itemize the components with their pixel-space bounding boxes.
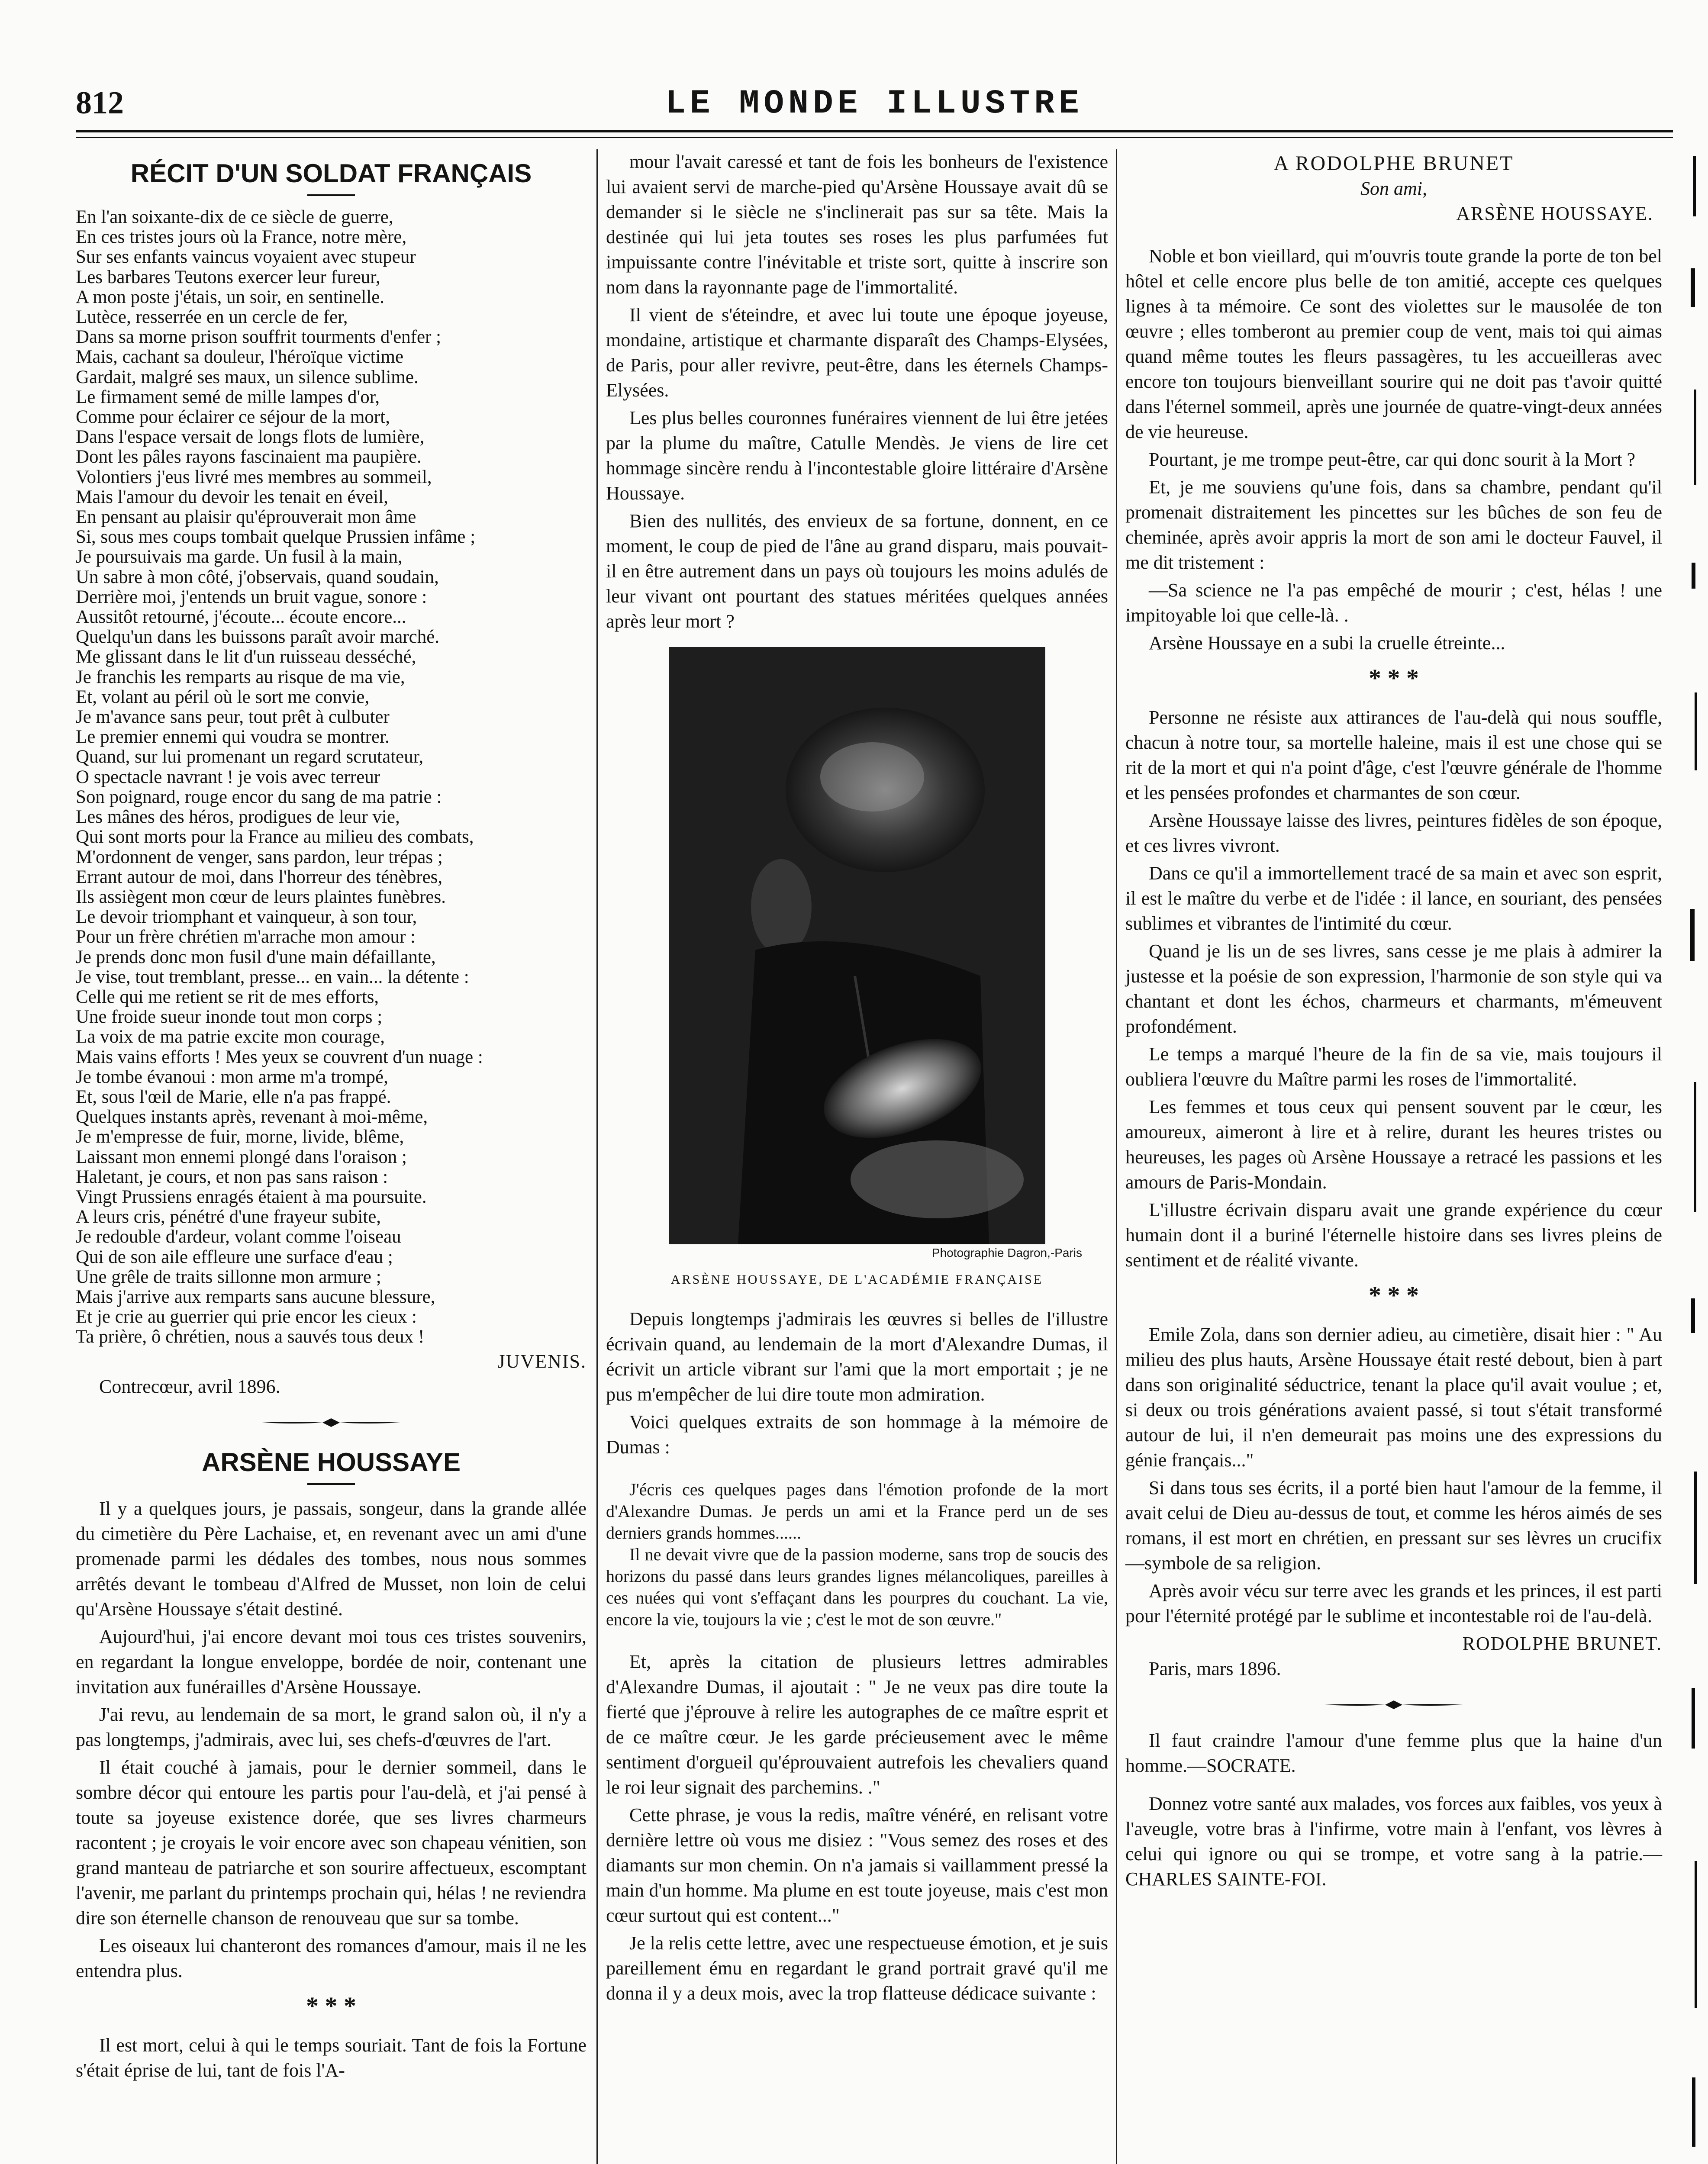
tribute-paragraph: Emile Zola, dans son dernier adieu, au cimetière, disait hier : " Au milieu des plus hauts, Arsène Houssaye était resté debout, bien à part dans son originalité séductrice, tenant la place qu'il avait voulue ; et, si deux ou trois générations avaient passé, si tout s'était transformé autour de lui, il n'en demeurait pas moins une des expressions du génie français..." bbox=[1125, 1324, 1662, 1471]
tribute-paragraphs bbox=[1125, 1322, 1662, 1629]
poem-line: Je m'empresse de fuir, morne, livide, blême, bbox=[76, 1127, 404, 1147]
poem-line: En pensant au plaisir qu'éprouverait mon âme bbox=[76, 507, 416, 528]
tribute-place-date: Paris, mars 1896. bbox=[1149, 1658, 1281, 1679]
article-paragraph: Depuis longtemps j'admirais les œuvres si belles de l'illustre écrivain quand, au lendemain de la mort d'Alexandre Dumas, il écrivit un article vibrant sur l'ami que la mort emportait ; je ne pus m'empêcher de lui dire toute mon admiration. bbox=[606, 1308, 1108, 1405]
poem-line: Mais j'arrive aux remparts sans aucune blessure, bbox=[76, 1286, 435, 1307]
article-paragraph: Il vient de s'éteindre, et avec lui toute une époque joyeuse, mondaine, artistique et charmante disparaît des Champs-Elysées, de Paris, pour aller revivre, peut-être, dans les éternels Champs-Elysées. bbox=[606, 304, 1108, 401]
portrait-image bbox=[669, 647, 1045, 1244]
poem-line: Le premier ennemi qui voudra se montrer. bbox=[76, 727, 390, 747]
article-paragraph: Il est mort, celui à qui le temps souriait. Tant de fois la Fortune s'était éprise de lui, tant de fois l'A- bbox=[76, 2034, 587, 2081]
poem-line: Le devoir triomphant et vainqueur, à son tour, bbox=[76, 907, 417, 927]
poem-line: M'ordonnent de venger, sans pardon, leur trépas ; bbox=[76, 847, 443, 867]
article-paragraphs bbox=[606, 1307, 1108, 1460]
article-paragraph: J'ai revu, au lendemain de sa mort, le grand salon où, il n'y a pas longtemps, j'admirais, avec lui, ses chefs-d'œuvres de l'art. bbox=[76, 1704, 587, 1750]
photo-credit: Photographie Dagron,-Paris bbox=[931, 1246, 1082, 1259]
tribute-paragraph: Pourtant, je me trompe peut-être, car qui donc sourit à la Mort ? bbox=[1149, 449, 1636, 470]
poem-line: Haletant, je cours, et non pas sans raison : bbox=[76, 1166, 388, 1187]
article-paragraphs bbox=[606, 149, 1108, 634]
article-paragraph: Aujourd'hui, j'ai encore devant moi tous ces tristes souvenirs, en regardant la longue enveloppe, bordée de noir, contenant une invitation aux funérailles d'Arsène Houssaye. bbox=[76, 1626, 587, 1697]
ornament-divider bbox=[1325, 1699, 1463, 1711]
quoted-excerpt bbox=[606, 1479, 1108, 1630]
article-paragraph: Et, après la citation de plusieurs lettres admirables d'Alexandre Dumas, il ajoutait : " Je ne veux pas dire toute la fierté que j'éprouve à relire les autographes de ce maître esprit et de ce maître cœur. Je les garde précieusement avec le même sentiment d'orgueil qu'éprouvaient autrefois les chevaliers quand le roi leur signait des parchemins. ." bbox=[606, 1651, 1108, 1798]
poem-line: Comme pour éclairer ce séjour de la mort, bbox=[76, 407, 390, 428]
tribute-paragraphs bbox=[1125, 244, 1662, 656]
section-stars: * * * bbox=[1369, 1281, 1419, 1309]
tribute-paragraph: Après avoir vécu sur terre avec les grands et les princes, il est parti pour l'éternité protégé par le sublime et incontestable roi de l'au-delà. bbox=[1125, 1580, 1662, 1626]
poem-line: En ces tristes jours où la France, notre mère, bbox=[76, 227, 407, 248]
article-paragraph: mour l'avait caressé et tant de fois les bonheurs de l'existence lui avaient servi de marche-pied qu'Arsène Houssaye avait dû se demander si le siècle ne s'inclinerait pas sur sa tête. Mais la destinée qui lui jeta toutes ses roses les plus parfumées fut impuissante contre l'inévitable et triste sort, quitte à inscrire son nom dans la rayonnante page de l'immortalité. bbox=[606, 151, 1108, 298]
article-paragraphs bbox=[606, 1649, 1108, 2006]
poem-line: Le firmament semé de mille lampes d'or, bbox=[76, 386, 380, 407]
poem-line: Sur ses enfants vaincus voyaient avec stupeur bbox=[76, 247, 416, 267]
tribute-paragraph: Arsène Houssaye laisse des livres, peintures fidèles de son époque, et ces livres vivront. bbox=[1125, 810, 1662, 856]
poem-line: Et, volant au péril où le sort me convie, bbox=[76, 686, 370, 707]
poem-line: Dans l'espace versait de longs flots de lumière, bbox=[76, 427, 425, 448]
poem-line: Derrière moi, j'entends un bruit vague, sonore : bbox=[76, 586, 427, 607]
poem-line: A mon poste j'étais, un soir, en sentinelle. bbox=[76, 287, 385, 307]
tribute-paragraph: —Sa science ne l'a pas empêché de mourir ; c'est, hélas ! une impitoyable loi que celle-là. . bbox=[1125, 580, 1662, 626]
portrait-photograph bbox=[669, 647, 1045, 1244]
poem-line: Pour un frère chrétien m'arrache mon amour : bbox=[76, 927, 416, 947]
tribute-paragraph: L'illustre écrivain disparu avait une grande expérience du cœur humain dont il a buriné l'éternelle histoire dans ses livres pleins de sentiment et de réalité vivante. bbox=[1125, 1199, 1662, 1271]
tribute-signature: RODOLPHE BRUNET. bbox=[1462, 1633, 1662, 1654]
poem-line: Ils assiègent mon cœur de leurs plaintes funèbres. bbox=[76, 886, 446, 907]
section-stars: * * * bbox=[1369, 664, 1419, 692]
poem-line: Quelqu'un dans les buissons paraît avoir marché. bbox=[76, 627, 440, 647]
column-middle bbox=[606, 149, 1108, 2009]
dedication-signature: ARSÈNE HOUSSAYE. bbox=[1456, 203, 1653, 224]
poem-line: Je m'avance sans peur, tout prêt à culbuter bbox=[76, 707, 390, 728]
poem-line: Dans sa morne prison souffrit tourments d'enfer ; bbox=[76, 327, 442, 348]
poem-line: Qui sont morts pour la France au milieu des combats, bbox=[76, 827, 474, 847]
poem-line: Et je crie au guerrier qui prie encor les cieux : bbox=[76, 1307, 417, 1327]
masthead-rule bbox=[76, 130, 1673, 132]
column-right bbox=[1125, 149, 1662, 1894]
poem-place-date: Contrecœur, avril 1896. bbox=[99, 1375, 280, 1397]
poem-line: Quand, sur lui promenant un regard scrutateur, bbox=[76, 747, 424, 767]
quote-paragraph: Il ne devait vivre que de la passion moderne, sans trop de soucis des horizons du passé dans leurs grandes lignes mélancoliques, pareilles à ces nuées qui vont s'effaçant dans les pourpres du couchant. La vie, encore la vie, toujours la vie ; c'est le mot de son œuvre." bbox=[606, 1545, 1108, 1629]
poem-line: Mais, cachant sa douleur, l'héroïque victime bbox=[76, 347, 404, 367]
poem-line: Lutèce, resserrée en un cercle de fer, bbox=[76, 307, 348, 328]
poem-line: Volontiers j'eus livré mes membres au sommeil, bbox=[76, 467, 432, 487]
poem-line: La voix de ma patrie excite mon courage, bbox=[76, 1027, 385, 1047]
title-rule bbox=[307, 1483, 355, 1485]
tribute-paragraph: Quand je lis un de ses livres, sans cesse je me plais à admirer la justesse et la poésie de son expression, l'harmonie de son style qui va chantant et dont les échos, charmeurs et charmants, m'émeuvent profondément. bbox=[1125, 940, 1662, 1037]
poem-body bbox=[76, 207, 587, 1347]
dedication-title: A RODOLPHE BRUNET bbox=[1273, 152, 1514, 175]
tribute-paragraph: Si dans tous ses écrits, il a porté bien haut l'amour de la femme, il avait celui de Dieu au-dessus de tout, et comme les héros aimés de ses romans, il est mort en chrétien, en pressant sur ses lèvres un crucifix—symbole de sa religion. bbox=[1125, 1477, 1662, 1574]
dedication-subtitle: Son ami, bbox=[1360, 178, 1427, 199]
tribute-paragraph: Et, je me souviens qu'une fois, dans sa chambre, pendant qu'il promenait distraitement les pincettes sur les bûches de son feu de cheminée, après avoir appris la mort de son ami le docteur Fauvel, il me dit tristement : bbox=[1125, 477, 1662, 573]
tribute-paragraph: Noble et bon vieillard, qui m'ouvris toute grande la porte de ton bel hôtel et celle encore plus belle de ton amitié, accepte ces quelques lignes à ta mémoire. Ce sont des violettes sur le mausolée de ton œuvre ; elles tomberont au premier coup de vent, mais toi qui aimas quand même toutes les fleurs passagères, tu les accueilleras avec encore ton toujours bienveillant sourire qui ne doit pas t'avoir quitté dans l'éternel sommeil, après une journée de quatre-vingt-deux années de vie heureuse. bbox=[1125, 245, 1662, 442]
poem-line: Quelques instants après, revenant à moi-même, bbox=[76, 1107, 428, 1127]
maxim-sainte-foi: Donnez votre santé aux malades, vos forces aux faibles, vos yeux à l'aveugle, votre bras à l'infirme, votre main à l'enfant, vos lèvres à celui qui ignore ou qui se trompe, et votre sang à la patrie.—CHARLES SAINTE-FOI. bbox=[1125, 1793, 1662, 1890]
tribute-paragraph: Arsène Houssaye en a subi la cruelle étreinte... bbox=[1149, 632, 1505, 654]
tribute-paragraph: Dans ce qu'il a immortellement tracé de sa main et avec son esprit, il est le maître du verbe et de l'idée : il lance, en souriant, des pensées sublimes et vibrantes de l'intimité du cœur. bbox=[1125, 863, 1662, 934]
tribute-paragraph: Les femmes et tous ceux qui pensent souvent par le cœur, les amoureux, aimeront à lire et à relire, durant les heures tristes ou heureuses, les pages où Arsène Houssaye a retracé les passions et les amours de Paris-Mondain. bbox=[1125, 1096, 1662, 1193]
poem-title: RÉCIT D'UN SOLDAT FRANÇAIS bbox=[130, 159, 532, 188]
article-paragraph: Les oiseaux lui chanteront des romances d'amour, mais il ne les entendra plus. bbox=[76, 1935, 587, 1981]
poem-line: Une grêle de traits sillonne mon armure ; bbox=[76, 1266, 381, 1287]
poem-line: Je prends donc mon fusil d'une main défaillante, bbox=[76, 947, 436, 967]
tribute-paragraph: Personne ne résiste aux attirances de l'au-delà qui nous souffle, chacun à notre tour, sa mortelle haleine, mais il est une chose qui se rit de la mort et qui n'a point d'âge, c'est l'œuvre générale de l'homme et les pensées profondes et charmantes de son cœur. bbox=[1125, 707, 1662, 803]
poem-line: Gardait, malgré ses maux, un silence sublime. bbox=[76, 367, 419, 387]
photo-caption: ARSÈNE HOUSSAYE, DE L'ACADÉMIE FRANÇAISE bbox=[670, 1272, 1044, 1287]
poem-line: Je redouble d'ardeur, volant comme l'oiseau bbox=[76, 1227, 401, 1247]
article-paragraph: Je la relis cette lettre, avec une respectueuse émotion, et je suis pareillement ému en regardant le grand portrait gravé qu'il me donna il y a deux mois, avec la trop flatteuse dédicace suivante : bbox=[606, 1932, 1108, 2004]
section-stars: * * * bbox=[306, 1991, 356, 2020]
poem-line: Celle qui me retient se rit de mes efforts, bbox=[76, 986, 379, 1007]
poem-line: O spectacle navrant ! je vois avec terreur bbox=[76, 766, 380, 787]
maxim-socrate: Il faut craindre l'amour d'une femme plus que la haine d'un homme.—SOCRATE. bbox=[1125, 1730, 1662, 1776]
tribute-paragraph: Le temps a marqué l'heure de la fin de sa vie, mais toujours il oubliera l'œuvre du Maître parmi les roses de l'immortalité. bbox=[1125, 1043, 1662, 1090]
poem-line: Les barbares Teutons exercer leur fureur, bbox=[76, 267, 380, 287]
masthead bbox=[76, 85, 1673, 137]
tribute-paragraphs bbox=[1125, 705, 1662, 1273]
poem-line: Laissant mon ennemi plongé dans l'oraison ; bbox=[76, 1146, 407, 1167]
article-paragraph: Il y a quelques jours, je passais, songeur, dans la grande allée du cimetière du Père Lachaise, et, en revenant avec un ami d'une promenade parmi les dédales des tombes, nous nous sommes arrêtés devant le tombeau d'Alfred de Musset, non loin de celui qu'Arsène Houssaye s'était destiné. bbox=[76, 1497, 587, 1620]
poem-line: Et, sous l'œil de Marie, elle n'a pas frappé. bbox=[76, 1086, 391, 1107]
poem-line: En l'an soixante-dix de ce siècle de guerre, bbox=[76, 207, 393, 227]
poem-line: Dont les pâles rayons fascinaient ma paupière. bbox=[76, 447, 422, 467]
column-divider bbox=[1116, 149, 1117, 2164]
poem-line: Qui de son aile effleure une surface d'eau ; bbox=[76, 1246, 393, 1267]
article-paragraph: Bien des nullités, des envieux de sa fortune, donnent, en ce moment, le coup de pied de l'âne au grand disparu, mais pouvait-il en être autrement dans un pays où toujours les moins adulés de leur vivant ont pourtant des statues méritées quelques années après leur mort ? bbox=[606, 510, 1108, 632]
poem-line: Un sabre à mon côté, j'observais, quand soudain, bbox=[76, 567, 439, 587]
poem-line: Je vise, tout tremblant, presse... en vain... la détente : bbox=[76, 966, 469, 987]
article-paragraph: Voici quelques extraits de son hommage à la mémoire de Dumas : bbox=[606, 1411, 1108, 1458]
ornament-divider bbox=[262, 1417, 400, 1429]
poem-line: Son poignard, rouge encor du sang de ma patrie : bbox=[76, 786, 442, 807]
article-paragraphs bbox=[76, 1496, 587, 1984]
poem-line: Mais vains efforts ! Mes yeux se couvrent d'un nuage : bbox=[76, 1047, 483, 1067]
poem-line: Me glissant dans le lit d'un ruisseau desséché, bbox=[76, 647, 416, 667]
quote-paragraph: J'écris ces quelques pages dans l'émotion profonde de la mort d'Alexandre Dumas. Je perds un ami et la France perd un de ses derniers grands hommes...... bbox=[606, 1480, 1108, 1542]
poem-line: A leurs cris, pénétré d'une frayeur subite, bbox=[76, 1207, 381, 1227]
masthead-rule-thin bbox=[76, 137, 1673, 138]
article-paragraph: Les plus belles couronnes funéraires viennent de lui être jetées par la plume du maître, Catulle Mendès. Je viens de lire cet hommage sincère rendu à l'incontestable gloire littéraire d'Arsène Houssaye. bbox=[606, 407, 1108, 504]
article-paragraph: Il était couché à jamais, pour le dernier sommeil, dans le sombre décor qui entoure les partis pour l'au-delà, et j'ai pensé à toute sa joyeuse existence dorée, que ses livres charmeurs racontent ; je croyais le voir encore avec son chapeau vénitien, son grand manteau de patriarche et son sourire affectueux, escomptant l'avenir, me parlant du printemps prochain qui, hélas ! ne reviendra dire son éternelle chanson de renouveau que sur sa tombe. bbox=[76, 1756, 587, 1929]
poem-line: Une froide sueur inonde tout mon corps ; bbox=[76, 1007, 383, 1027]
poem-line: Les mânes des héros, prodigues de leur vie, bbox=[76, 807, 400, 828]
poem-line: Vingt Prussiens enragés étaient à ma poursuite. bbox=[76, 1186, 427, 1207]
column-divider bbox=[596, 149, 598, 2164]
poem-line: Ta prière, ô chrétien, nous a sauvés tous deux ! bbox=[76, 1327, 425, 1347]
poem-line: Errant autour de moi, dans l'horreur des ténèbres, bbox=[76, 866, 443, 887]
poem-line: Je poursuivais ma garde. Un fusil à la main, bbox=[76, 547, 403, 567]
article-paragraph: Cette phrase, je vous la redis, maître vénéré, en relisant votre dernière lettre où vous me disiez : "Vous semez des roses et des diamants sur mon chemin. On n'a jamais si vaillamment pressé la main d'un homme. Ma plume en est toute joyeuse, mais c'est mon cœur surtout qui est content..." bbox=[606, 1804, 1108, 1926]
poem-line: Mais l'amour du devoir les tenait en éveil, bbox=[76, 486, 388, 507]
poem-line: Je franchis les remparts au risque de ma vie, bbox=[76, 667, 405, 687]
title-rule bbox=[307, 194, 355, 196]
poem-line: Je tombe évanoui : mon arme m'a trompé, bbox=[76, 1066, 388, 1087]
poem-line: Aussitôt retourné, j'écoute... écoute encore... bbox=[76, 607, 406, 628]
page-number: 812 bbox=[76, 85, 124, 121]
article-title: ARSÈNE HOUSSAYE bbox=[202, 1447, 461, 1477]
column-left bbox=[76, 149, 587, 2086]
journal-title: LE MONDE ILLUSTRE bbox=[665, 85, 1083, 123]
poem-signature: JUVENIS. bbox=[497, 1350, 587, 1372]
poem-line: Si, sous mes coups tombait quelque Prussien infâme ; bbox=[76, 527, 476, 547]
